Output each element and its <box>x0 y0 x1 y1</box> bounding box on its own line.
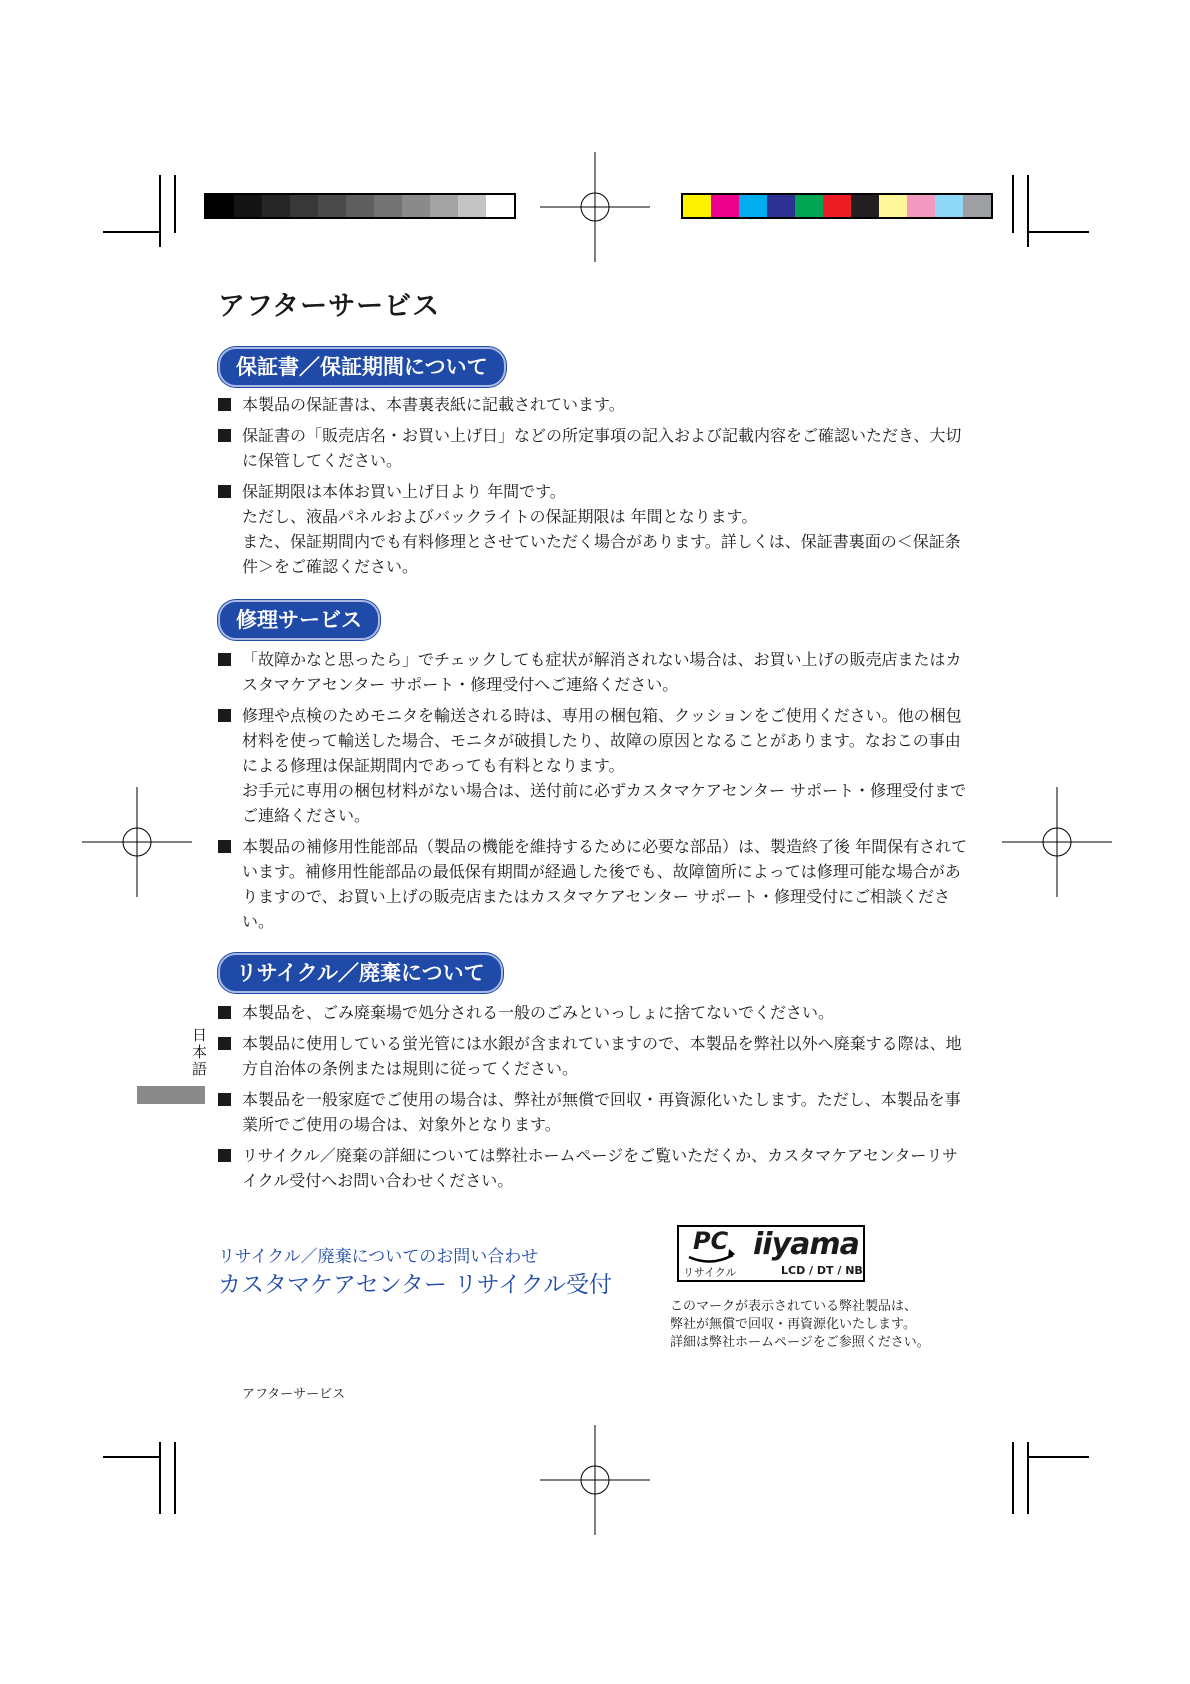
contact-subtitle: リサイクル／廃棄についてのお問い合わせ <box>218 1247 539 1267</box>
color-swatch <box>711 195 739 217</box>
color-swatch <box>402 195 430 217</box>
color-swatch <box>318 195 346 217</box>
list-item-text: 「故障かなと思ったら」でチェックしても症状が解消されない場合は、お買い上げの販売店またはカスタマケアセンター サポート・修理受付へご連絡ください。 <box>242 650 962 694</box>
section-heading-warranty: 保証書／保証期間について <box>218 347 506 387</box>
list-item-text: また、保証期間内でも有料修理とさせていただく場合があります。詳しくは、保証書裏面の＜保証条件＞をご確認ください。 <box>242 532 961 576</box>
list-item <box>218 423 968 473</box>
color-swatch <box>907 195 935 217</box>
square-bullet-icon <box>218 1093 231 1106</box>
recycle-label: リサイクル <box>683 1266 737 1279</box>
list-item <box>218 703 968 828</box>
square-bullet-icon <box>218 398 231 411</box>
registration-mark-icon <box>540 1425 650 1535</box>
list-item-text: 本製品に使用している蛍光管には水銀が含まれていますので、本製品を弊社以外へ廃棄する際は、地方自治体の条例または規則に従ってください。 <box>242 1034 962 1078</box>
square-bullet-icon <box>218 429 231 442</box>
page-title: アフターサービス <box>218 291 441 322</box>
list-item-text: 本製品の補修用性能部品（製品の機能を維持するために必要な部品）は、製造終了後 年間保有されています。補修用性能部品の最低保有期間が経過した後でも、故障箇所によっては修理可能な場合がありますので、お買い上げの販売店またはカスタマケアセンター サポート・修理受付にご相談ください。 <box>242 837 968 931</box>
color-swatch <box>290 195 318 217</box>
crop-mark <box>1027 175 1029 247</box>
page-footer: アフターサービス <box>242 1387 346 1402</box>
brand-name: iiyama <box>753 1227 859 1262</box>
list-item-text: 保証期限は本体お買い上げ日より 年間です。 <box>242 482 566 501</box>
contact-title: カスタマケアセンター リサイクル受付 <box>218 1272 612 1298</box>
square-bullet-icon <box>218 1149 231 1162</box>
logo-note-line: 弊社が無償で回収・再資源化いたします。 <box>670 1317 916 1332</box>
list-item <box>218 1031 968 1081</box>
color-swatch <box>458 195 486 217</box>
logo-note <box>670 1298 930 1352</box>
square-bullet-icon <box>218 709 231 722</box>
language-tab-label: 日本語 <box>190 1027 208 1078</box>
square-bullet-icon <box>218 653 231 666</box>
repair-list <box>218 647 968 940</box>
logo-note-line: このマークが表示されている弊社製品は、 <box>670 1299 918 1314</box>
list-item <box>218 647 968 697</box>
color-swatch <box>935 195 963 217</box>
list-item-text: 本製品を、ごみ廃棄場で処分される一般のごみといっしょに捨てないでください。 <box>242 1003 835 1022</box>
color-swatch <box>879 195 907 217</box>
pc-mark: PC <box>693 1227 729 1255</box>
crop-mark <box>159 175 161 247</box>
color-swatch <box>346 195 374 217</box>
registration-mark-icon <box>82 787 192 897</box>
color-swatch <box>823 195 851 217</box>
crop-mark <box>174 1442 176 1514</box>
crop-mark <box>1027 1442 1029 1514</box>
square-bullet-icon <box>218 1037 231 1050</box>
color-swatch <box>767 195 795 217</box>
section-heading-recycle: リサイクル／廃棄について <box>218 953 503 993</box>
color-swatch <box>262 195 290 217</box>
color-swatch <box>234 195 262 217</box>
color-swatch <box>795 195 823 217</box>
list-item-text: リサイクル／廃棄の詳細については弊社ホームページをご覧いただくか、カスタマケアセンターリサイクル受付へお問い合わせください。 <box>242 1146 959 1190</box>
grayscale-color-bar <box>204 193 516 219</box>
color-swatch <box>206 195 234 217</box>
crop-mark <box>1027 1456 1089 1458</box>
list-item <box>218 479 968 579</box>
process-color-bar <box>681 193 993 219</box>
pc-recycle-logo <box>677 1225 865 1282</box>
color-swatch <box>963 195 991 217</box>
list-item <box>218 1143 968 1193</box>
warranty-list <box>218 392 968 585</box>
list-item <box>218 1000 968 1025</box>
registration-mark-icon <box>1002 787 1112 897</box>
list-item-text: 保証書の「販売店名・お買い上げ日」などの所定事項の記入および記載内容をご確認いただき、大切に保管してください。 <box>242 426 962 470</box>
crop-mark <box>159 1442 161 1514</box>
list-item-text: ただし、液晶パネルおよびバックライトの保証期限は 年間となります。 <box>242 507 758 526</box>
list-item <box>218 834 968 934</box>
list-item-text: 本製品を一般家庭でご使用の場合は、弊社が無償で回収・再資源化いたします。ただし、本製品を事業所でご使用の場合は、対象外となります。 <box>242 1090 961 1134</box>
list-item-text: 修理や点検のためモニタを輸送される時は、専用の梱包箱、クッションをご使用ください。他の梱包材料を使って輸送した場合、モニタが破損したり、故障の原因となることがあります。なおこの事由による修理は保証期間内であっても有料となります。 <box>242 706 962 775</box>
crop-mark <box>1012 175 1014 233</box>
color-swatch <box>683 195 711 217</box>
crop-mark <box>1012 1442 1014 1514</box>
logo-note-line: 詳細は弊社ホームページをご参照ください。 <box>670 1335 930 1350</box>
language-tab-marker <box>137 1086 205 1104</box>
recycle-list <box>218 1000 968 1199</box>
section-heading-repair: 修理サービス <box>218 600 380 640</box>
color-swatch <box>374 195 402 217</box>
square-bullet-icon <box>218 485 231 498</box>
list-item-text: 本製品の保証書は、本書裏表紙に記載されています。 <box>242 395 625 414</box>
crop-mark <box>1027 231 1089 233</box>
model-types: LCD / DT / NB <box>781 1264 863 1277</box>
list-item <box>218 392 968 417</box>
crop-mark <box>174 175 176 233</box>
list-item-text: お手元に専用の梱包材料がない場合は、送付前に必ずカスタマケアセンター サポート・修理受付までご連絡ください。 <box>242 781 967 825</box>
registration-mark-icon <box>540 152 650 262</box>
list-item <box>218 1087 968 1137</box>
color-swatch <box>430 195 458 217</box>
crop-mark <box>103 231 161 233</box>
color-swatch <box>486 195 514 217</box>
color-swatch <box>851 195 879 217</box>
square-bullet-icon <box>218 1006 231 1019</box>
square-bullet-icon <box>218 840 231 853</box>
crop-mark <box>103 1456 161 1458</box>
color-swatch <box>739 195 767 217</box>
